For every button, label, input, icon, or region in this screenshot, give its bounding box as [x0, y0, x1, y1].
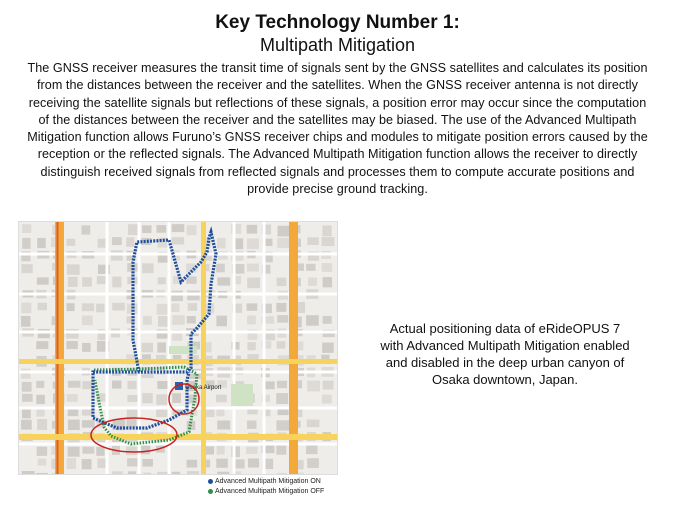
building-block	[66, 329, 79, 339]
building-block	[322, 395, 332, 404]
building-block	[143, 316, 152, 325]
building-block	[21, 264, 32, 273]
building-block	[112, 381, 121, 389]
building-block	[97, 459, 106, 468]
building-block	[157, 381, 168, 389]
building-block	[96, 447, 104, 456]
building-block	[98, 239, 107, 248]
building-block	[276, 303, 286, 312]
building-block	[277, 238, 289, 248]
building-block	[172, 472, 181, 474]
building-block	[216, 264, 225, 273]
building-block	[36, 381, 44, 388]
building-block	[247, 315, 256, 324]
building-block	[216, 316, 227, 327]
park-area	[231, 384, 253, 406]
building-block	[171, 304, 179, 312]
building-block	[22, 382, 32, 392]
building-block	[82, 277, 92, 287]
building-block	[82, 303, 94, 311]
building-block	[156, 394, 167, 405]
building-block	[217, 277, 230, 285]
building-block	[142, 459, 153, 467]
building-block	[188, 303, 197, 311]
building-block	[22, 394, 33, 402]
body-paragraph: The GNSS receiver measures the transit time of signals sent by the GNSS satellites and calculates its position from the distances between the receiver and the satellites. When the GNSS receiver antenna is not directly receiving the satellite signals but reflections of these signals, a position error may occur since the computation of the distances between the receiver and the satellites may be biased. The use of the Advanced Multipath Mitigation function allows Furuno’s GNSS receiver chips and modules to mitigate position errors caused by the reception or the reflected signals. The Advanced Multipath Mitigation function allows the receiver to directly distinguish received signals from reflected signals and processes them to compute accurate positions and provide precise ground tracking.	[27, 61, 648, 197]
building-block	[217, 421, 230, 430]
building-block	[278, 226, 291, 237]
building-block	[143, 473, 151, 474]
building-block	[96, 304, 104, 313]
positioning-map	[18, 221, 338, 475]
building-block	[248, 458, 259, 467]
building-block	[141, 445, 150, 454]
building-block	[68, 277, 78, 287]
building-block	[172, 393, 181, 403]
building-block	[308, 278, 317, 286]
building-block	[82, 459, 92, 469]
building-block	[142, 263, 153, 273]
building-block	[37, 238, 46, 248]
building-block	[247, 225, 257, 234]
building-block	[128, 471, 136, 474]
building-block	[322, 263, 332, 272]
building-block	[276, 393, 288, 404]
building-block	[217, 238, 226, 249]
building-block	[323, 381, 334, 390]
building-block	[21, 303, 31, 314]
building-block	[38, 303, 47, 310]
building-block	[172, 237, 184, 244]
station-label: Osaka Airport	[185, 385, 222, 391]
building-block	[37, 277, 49, 284]
building-block	[112, 276, 121, 287]
building-block	[156, 225, 166, 233]
station-marker	[175, 382, 222, 391]
building-block	[217, 446, 225, 455]
map-legend	[208, 477, 324, 496]
building-block	[36, 473, 48, 474]
building-block	[307, 381, 320, 392]
building-block	[126, 447, 139, 456]
building-block	[186, 277, 196, 284]
building-block	[247, 421, 256, 429]
building-block	[277, 315, 288, 323]
building-block	[277, 381, 287, 388]
legend-dot-icon	[208, 489, 213, 494]
building-block	[126, 237, 134, 246]
building-block	[142, 343, 154, 353]
building-block	[82, 420, 95, 427]
slide-subtitle: Multipath Mitigation	[259, 35, 416, 55]
building-block	[142, 225, 151, 233]
building-block	[112, 471, 123, 474]
building-block	[247, 264, 259, 272]
building-block	[187, 316, 196, 323]
building-block	[247, 342, 255, 350]
building-block	[67, 458, 76, 469]
building-block	[172, 315, 184, 325]
building-block	[127, 395, 138, 402]
building-block	[37, 447, 47, 456]
building-block	[82, 315, 93, 325]
building-block	[276, 445, 286, 454]
building-block	[67, 303, 75, 311]
building-block	[217, 472, 229, 474]
legend-label: Advanced Multipath Mitigation OFF	[215, 487, 325, 495]
building-block	[67, 264, 80, 274]
building-block	[322, 343, 334, 353]
building-block	[82, 447, 94, 454]
building-block	[112, 303, 125, 311]
building-block	[68, 447, 80, 457]
building-block	[141, 238, 151, 245]
building-block	[127, 381, 136, 389]
building-block	[66, 341, 77, 349]
building-block	[21, 369, 31, 379]
building-block	[37, 419, 47, 430]
building-block	[22, 238, 30, 249]
building-block	[67, 394, 78, 402]
building-block	[216, 395, 227, 403]
building-block	[307, 237, 318, 245]
building-block	[127, 458, 139, 466]
building-block	[306, 315, 319, 325]
building-block	[307, 420, 320, 428]
building-block	[157, 342, 166, 352]
building-block	[277, 278, 287, 287]
building-block	[128, 224, 138, 235]
building-block	[247, 238, 259, 249]
building-block	[158, 277, 166, 284]
map-caption: Actual positioning data of eRideOPUS 7 with Advanced Multipath Mitigation enabled and disabled in the deep urban canyon of Osaka downtown, Japan.	[380, 321, 630, 387]
building-block	[323, 316, 332, 324]
building-block	[306, 264, 315, 271]
legend-dot-icon	[208, 479, 213, 484]
building-block	[22, 224, 31, 233]
building-block	[21, 420, 32, 430]
building-block	[36, 341, 48, 349]
building-block	[246, 447, 257, 454]
legend-item-on	[208, 477, 324, 487]
green-strip	[169, 346, 197, 354]
building-block	[322, 237, 335, 246]
building-block	[38, 459, 47, 466]
building-block	[187, 460, 198, 468]
building-block	[157, 304, 168, 315]
building-block	[112, 237, 122, 245]
building-block	[187, 471, 199, 474]
building-block	[216, 459, 228, 468]
building-block	[21, 316, 30, 327]
building-block	[142, 393, 153, 403]
building-block	[307, 458, 319, 468]
building-block	[247, 278, 260, 289]
building-block	[81, 225, 90, 234]
slide-title: Key Technology Number 1:	[215, 12, 460, 33]
building-block	[277, 473, 287, 474]
legend-label: Advanced Multipath Mitigation ON	[215, 478, 321, 485]
building-block	[171, 291, 183, 301]
building-block	[277, 341, 286, 348]
legend-item-off	[208, 487, 324, 497]
building-block	[22, 471, 35, 474]
building-block	[172, 224, 185, 232]
building-block	[322, 225, 331, 236]
building-block	[66, 239, 75, 246]
building-block	[127, 419, 137, 427]
building-block	[38, 329, 50, 338]
building-block	[247, 303, 258, 310]
building-block	[82, 343, 91, 352]
building-block	[36, 395, 45, 404]
map-canvas	[19, 222, 337, 474]
building-block	[68, 381, 81, 388]
building-block	[323, 277, 332, 287]
building-block	[306, 446, 318, 455]
building-block	[127, 263, 138, 271]
building-block	[276, 420, 289, 430]
building-block	[68, 420, 80, 430]
building-block	[186, 225, 196, 235]
